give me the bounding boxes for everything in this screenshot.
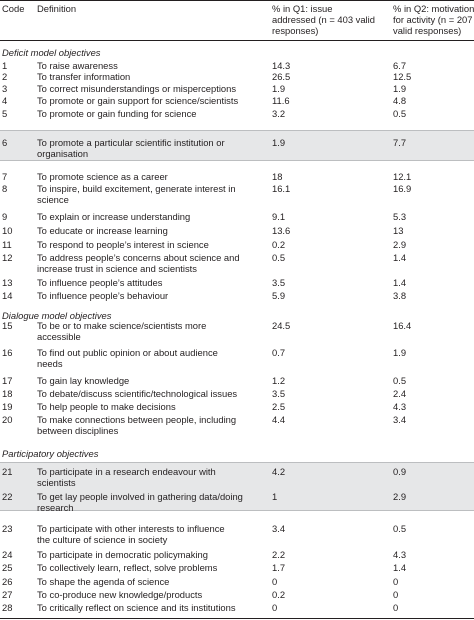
row-code: 5: [2, 108, 8, 119]
row-q1-value: 16.1: [272, 183, 291, 194]
row-q2-value: 0.5: [393, 523, 407, 534]
row-rule: [0, 462, 474, 463]
header-q2-line3: valid responses): [393, 25, 462, 36]
row-definition: To transfer information: [37, 71, 131, 82]
row-definition: To make connections between people, including: [37, 414, 237, 425]
row-definition: To promote or gain support for science/scientists: [37, 95, 239, 106]
row-definition: needs: [37, 358, 63, 369]
row-definition: To find out public opinion or about audience: [37, 347, 218, 358]
row-q1-value: 1.7: [272, 562, 286, 573]
row-definition: To educate or increase learning: [37, 225, 168, 236]
row-q1-value: 2.2: [272, 549, 286, 560]
row-code: 17: [2, 375, 13, 386]
row-code: 23: [2, 523, 13, 534]
row-q1-value: 24.5: [272, 320, 291, 331]
row-definition: To raise awareness: [37, 60, 118, 71]
row-q2-value: 16.9: [393, 183, 412, 194]
row-q2-value: 0.5: [393, 108, 407, 119]
row-q2-value: 3.8: [393, 290, 407, 301]
header-code: Code: [2, 3, 25, 14]
row-definition: To debate/discuss scientific/technological issues: [37, 388, 238, 399]
row-code: 26: [2, 576, 13, 587]
row-definition: To promote a particular scientific institution or: [37, 137, 225, 148]
row-q1-value: 14.3: [272, 60, 291, 71]
row-definition: To participate in democratic policymaking: [37, 549, 208, 560]
row-definition: To participate in a research endeavour with: [37, 466, 216, 477]
row-definition: To promote or gain funding for science: [37, 108, 197, 119]
row-code: 14: [2, 290, 13, 301]
row-definition: To address people’s concerns about science and: [37, 252, 240, 263]
row-q1-value: 13.6: [272, 225, 291, 236]
row-definition: To critically reflect on science and its institutions: [37, 602, 236, 613]
row-definition: To correct misunderstandings or misperceptions: [37, 83, 237, 94]
row-definition: To be or to make science/scientists more: [37, 320, 207, 331]
row-q1-value: 3.5: [272, 277, 286, 288]
row-q2-value: 1.4: [393, 277, 407, 288]
top-rule: [0, 0, 474, 1]
row-definition: increase trust in science and scientists: [37, 263, 197, 274]
row-code: 10: [2, 225, 13, 236]
row-code: 24: [2, 549, 13, 560]
row-definition: To get lay people involved in gathering data/doing: [37, 491, 243, 502]
row-q2-value: 1.9: [393, 83, 407, 94]
row-code: 16: [2, 347, 13, 358]
header-definition: Definition: [37, 3, 77, 14]
row-q2-value: 1.9: [393, 347, 407, 358]
row-definition: To respond to people’s interest in science: [37, 239, 209, 250]
row-q1-value: 1.9: [272, 83, 286, 94]
row-definition: To gain lay knowledge: [37, 375, 130, 386]
header-q1-line1: % in Q1: issue: [272, 3, 333, 14]
row-definition: To participate with other interests to influence: [37, 523, 225, 534]
row-q1-value: 0.2: [272, 589, 286, 600]
row-definition: To influence people’s behaviour: [37, 290, 169, 301]
row-q2-value: 6.7: [393, 60, 407, 71]
section-title: Deficit model objectives: [2, 47, 101, 58]
row-q1-value: 1: [272, 491, 278, 502]
row-q2-value: 7.7: [393, 137, 407, 148]
row-q1-value: 0.5: [272, 252, 286, 263]
row-code: 15: [2, 320, 13, 331]
header-q1-line2: addressed (n = 403 valid: [272, 14, 375, 25]
row-q2-value: 4.8: [393, 95, 407, 106]
row-code: 11: [2, 239, 12, 250]
row-definition: To inspire, build excitement, generate interest in: [37, 183, 236, 194]
row-q1-value: 5.9: [272, 290, 286, 301]
row-q2-value: 16.4: [393, 320, 412, 331]
row-rule: [0, 130, 474, 131]
row-definition: To co-produce new knowledge/products: [37, 589, 203, 600]
row-definition: science: [37, 194, 69, 205]
row-q2-value: 1.4: [393, 252, 407, 263]
row-code: 28: [2, 602, 13, 613]
header-q1-line3: responses): [272, 25, 319, 36]
row-definition: To collectively learn, reflect, solve problems: [37, 562, 218, 573]
row-code: 2: [2, 71, 8, 82]
row-q1-value: 4.2: [272, 466, 286, 477]
row-q2-value: 13: [393, 225, 404, 236]
row-q2-value: 12.5: [393, 71, 412, 82]
row-q2-value: 0: [393, 589, 399, 600]
row-q1-value: 11.6: [272, 95, 290, 106]
row-code: 12: [2, 252, 13, 263]
row-code: 3: [2, 83, 8, 94]
row-q2-value: 4.3: [393, 549, 407, 560]
row-definition: scientists: [37, 477, 76, 488]
row-code: 1: [2, 60, 8, 71]
row-q2-value: 0.5: [393, 375, 407, 386]
row-code: 18: [2, 388, 13, 399]
row-code: 22: [2, 491, 13, 502]
row-q2-value: 2.9: [393, 239, 407, 250]
section-title: Participatory objectives: [2, 448, 99, 459]
row-q2-value: 4.3: [393, 401, 407, 412]
row-code: 9: [2, 211, 8, 222]
row-definition: between disciplines: [37, 425, 119, 436]
row-q1-value: 0.7: [272, 347, 286, 358]
row-definition: research: [37, 502, 74, 513]
row-q1-value: 0.2: [272, 239, 286, 250]
row-q1-value: 3.4: [272, 523, 286, 534]
row-q2-value: 0: [393, 576, 399, 587]
header-q2-line1: % in Q2: motivation: [393, 3, 474, 14]
row-q1-value: 26.5: [272, 71, 291, 82]
row-q2-value: 1.4: [393, 562, 407, 573]
row-q1-value: 9.1: [272, 211, 286, 222]
row-definition: To explain or increase understanding: [37, 211, 191, 222]
row-definition: organisation: [37, 148, 89, 159]
row-q1-value: 0: [272, 602, 278, 613]
row-q1-value: 2.5: [272, 401, 286, 412]
row-code: 25: [2, 562, 13, 573]
row-q2-value: 5.3: [393, 211, 407, 222]
row-q2-value: 12.1: [393, 171, 412, 182]
row-definition: To influence people’s attitudes: [37, 277, 163, 288]
section-title: Dialogue model objectives: [2, 310, 112, 321]
row-code: 4: [2, 95, 8, 106]
row-q1-value: 4.4: [272, 414, 286, 425]
row-definition: accessible: [37, 331, 81, 342]
row-q1-value: 1.2: [272, 375, 286, 386]
bottom-rule: [0, 618, 474, 619]
row-q1-value: 0: [272, 576, 278, 587]
row-code: 13: [2, 277, 13, 288]
row-code: 20: [2, 414, 13, 425]
row-definition: To promote science as a career: [37, 171, 168, 182]
row-code: 19: [2, 401, 13, 412]
row-rule: [0, 160, 474, 161]
row-q2-value: 3.4: [393, 414, 407, 425]
row-q2-value: 0: [393, 602, 399, 613]
row-code: 21: [2, 466, 13, 477]
row-q2-value: 2.4: [393, 388, 407, 399]
row-code: 6: [2, 137, 8, 148]
row-q1-value: 18: [272, 171, 283, 182]
header-rule: [0, 40, 474, 41]
row-code: 27: [2, 589, 13, 600]
row-code: 7: [2, 171, 8, 182]
row-definition: To help people to make decisions: [37, 401, 176, 412]
row-definition: the culture of science in society: [37, 534, 168, 545]
header-q2-line2: for activity (n = 207: [393, 14, 473, 25]
row-q2-value: 0.9: [393, 466, 407, 477]
row-q1-value: 3.2: [272, 108, 286, 119]
row-q2-value: 2.9: [393, 491, 407, 502]
row-code: 8: [2, 183, 8, 194]
row-q1-value: 1.9: [272, 137, 286, 148]
row-q1-value: 3.5: [272, 388, 286, 399]
row-definition: To shape the agenda of science: [37, 576, 170, 587]
